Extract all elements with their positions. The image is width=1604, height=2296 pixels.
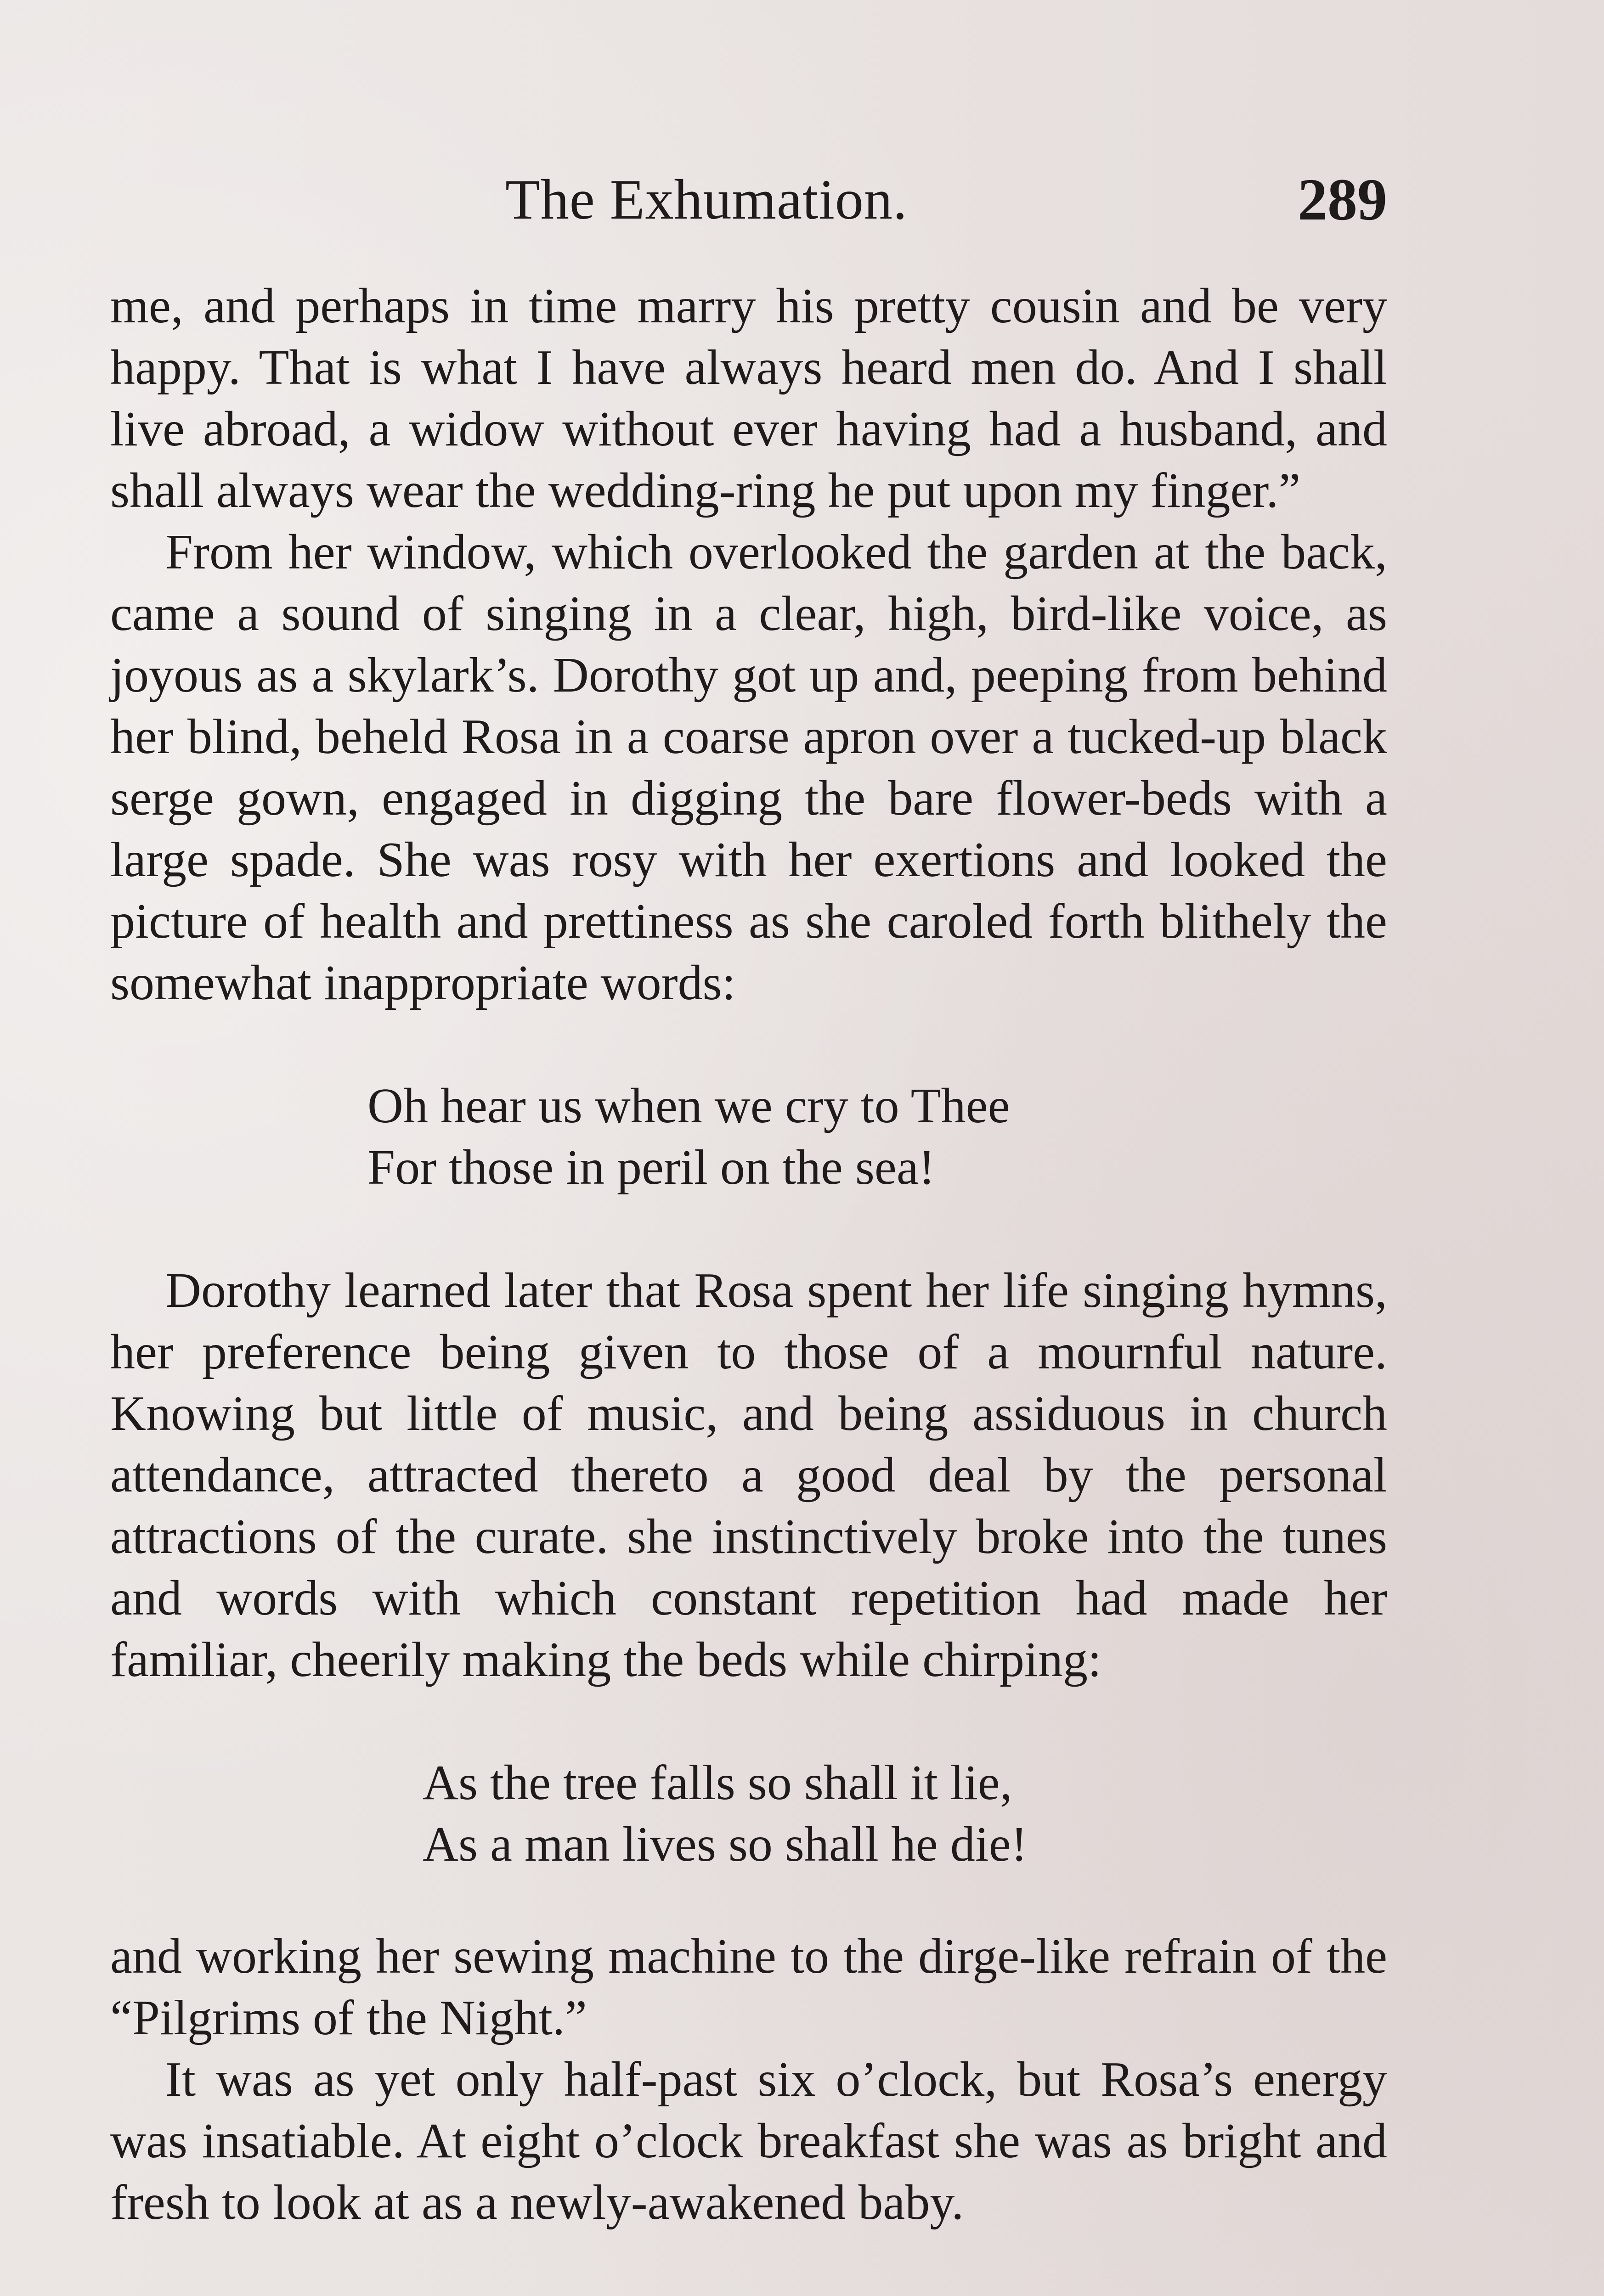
running-title: The Exhumation. (505, 168, 908, 231)
verse-line: As a man lives so shall he die! (423, 1817, 1028, 1872)
hymn-verse-2 (423, 1752, 1387, 1875)
paragraph-breakfast: It was as yet only half-past six o’clock, but Rosa’s energy was insatiable. At eight o’clock breakfast she was as bright and fresh to look at as a newly-awakened baby. (110, 2052, 1387, 2230)
verse-line: For those in peril on the sea! (367, 1140, 935, 1195)
verse-line: As the tree falls so shall it lie, (423, 1756, 1012, 1810)
body-text (110, 276, 1387, 2234)
paragraph-continuation: me, and perhaps in time marry his pretty cousin and be very happy. That is what I have always heard men do. And I shall live abroad, a widow without ever having had a husband, and shall always wear the wedding-ring he put upon my finger.” (110, 279, 1387, 518)
paragraph-singing: From her window, which overlooked the garden at the back, came a sound of singing in a clear, high, bird-like voice, as joyous as a skylark’s. Dorothy got up and, peeping from behind her blind, beheld Rosa in a coarse apron over a tucked-up black serge gown, engaged in digging the bare flower-beds with a large spade. She was rosy with her exertions and looked the picture of health and prettiness as she caroled forth blithely the somewhat inappropriate words: (110, 525, 1387, 1010)
paragraph-hymns: Dorothy learned later that Rosa spent her life singing hymns, her preference being given to those of a mournful nature. Knowing but little of music, and being assiduous in church attendance, attracted thereto a good deal by the personal attractions of the curate. she instinctively broke into the tunes and words with which constant repetition had made her familiar, cheerily making the beds while chirping: (110, 1263, 1387, 1687)
verse-line: Oh hear us when we cry to Thee (367, 1079, 1010, 1133)
hymn-verse-1 (367, 1075, 1387, 1199)
paragraph-sewing: and working her sewing machine to the dirge-like refrain of the “Pilgrims of the Night.” (110, 1929, 1387, 2045)
page-number: 289 (1298, 167, 1387, 233)
page-header (110, 161, 1387, 239)
